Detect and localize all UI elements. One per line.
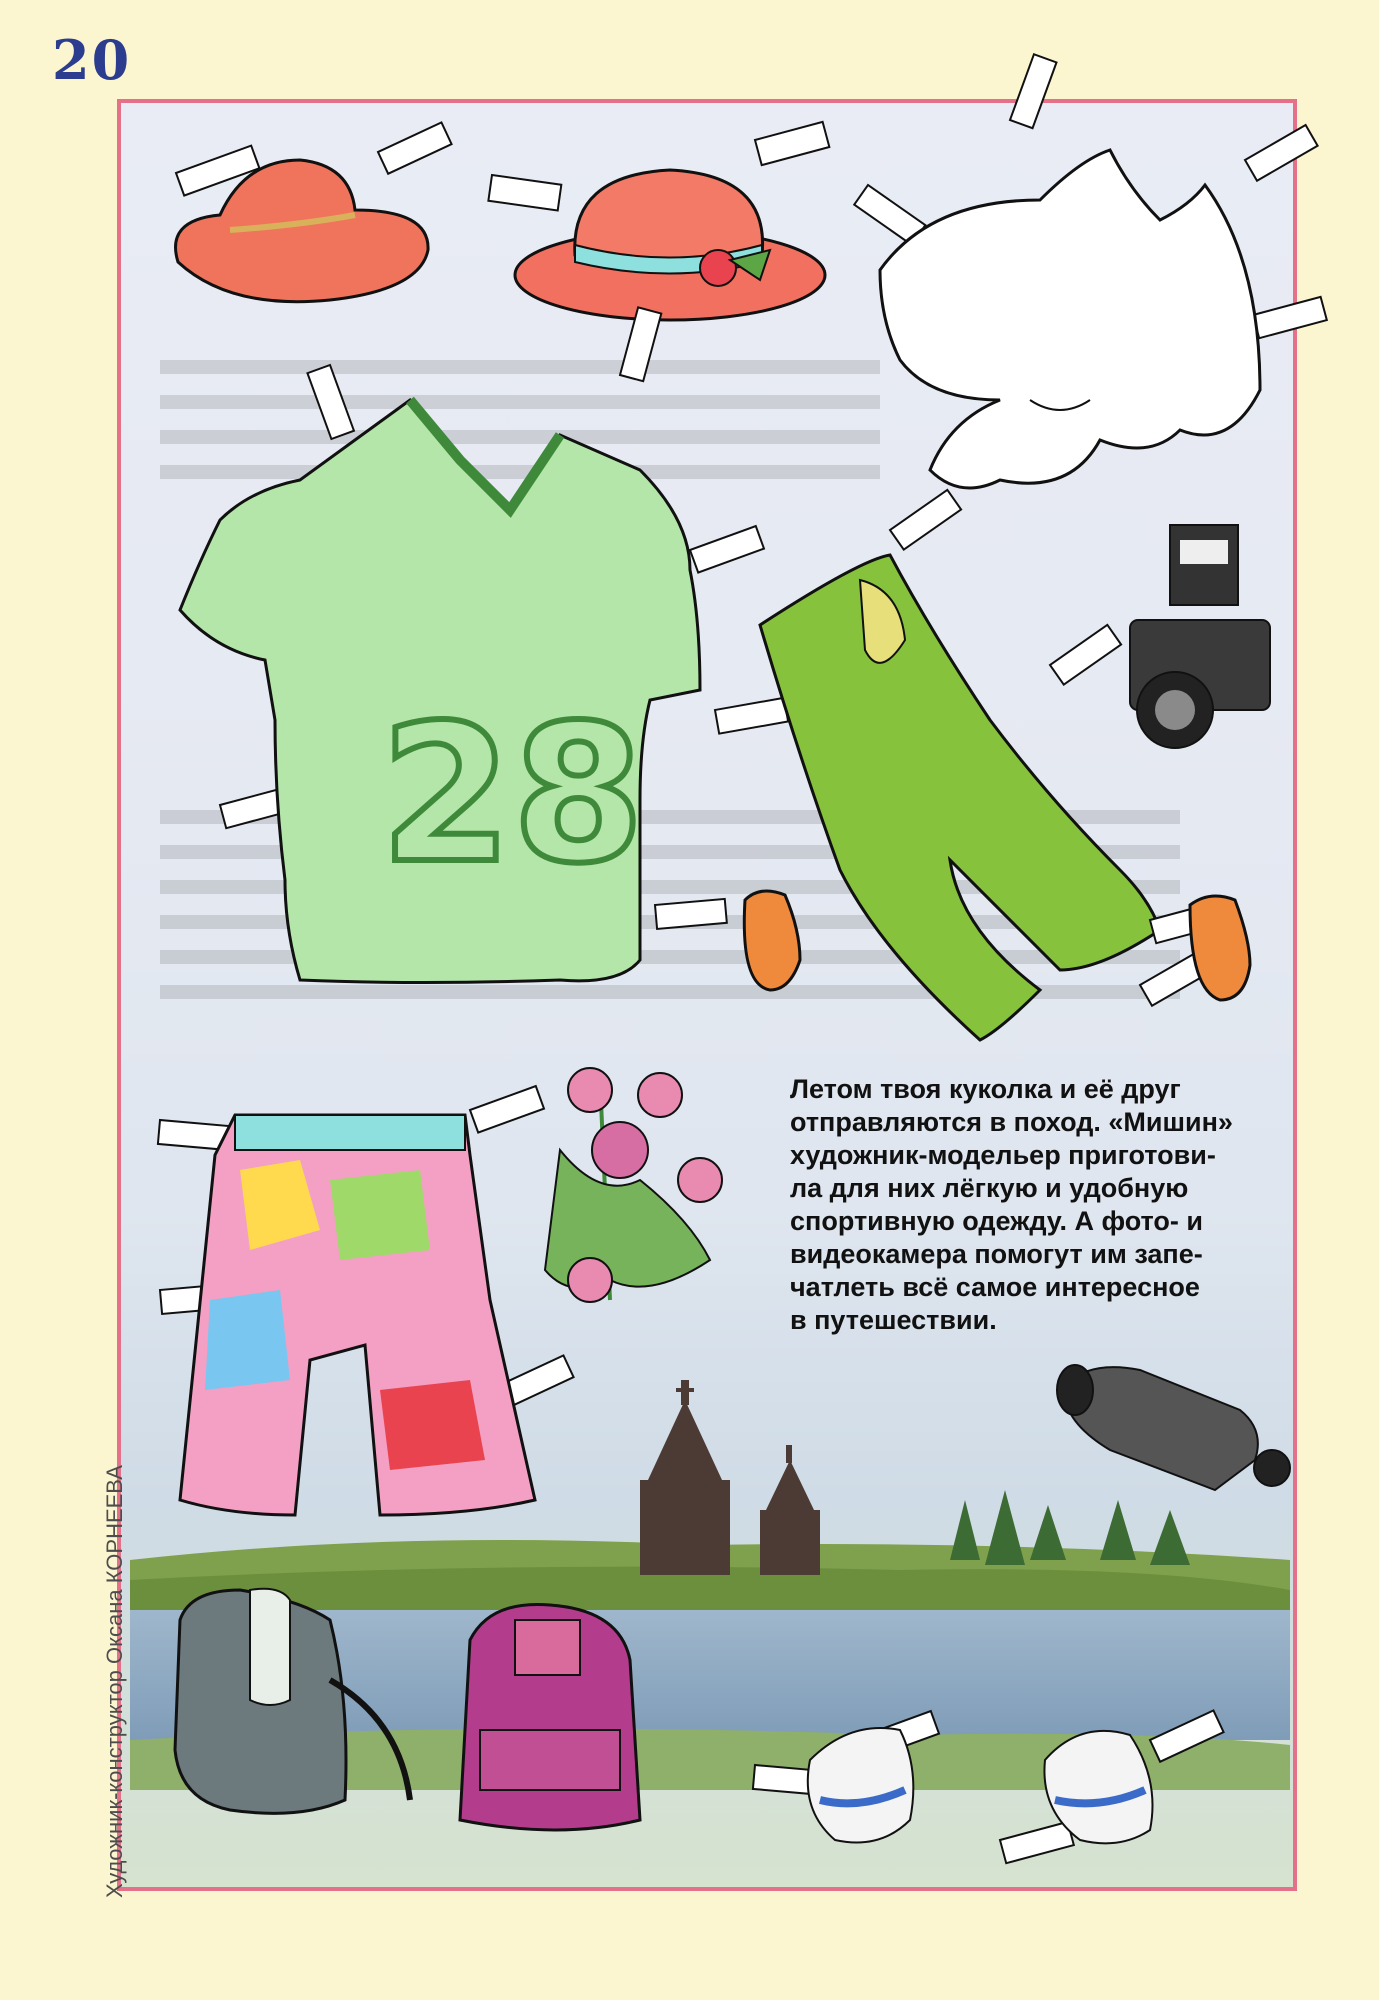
shirt-number: 28	[380, 684, 645, 905]
caption-line: ла для них лёгкую и удобную	[790, 1173, 1189, 1203]
sun-hat-icon	[488, 122, 829, 320]
caption-line: чатлеть всё самое интересное	[790, 1272, 1200, 1302]
caption-line: отправляются в поход. «Мишин»	[790, 1107, 1233, 1137]
caption-line: художник-модельер приготови-	[790, 1140, 1216, 1170]
cowboy-hat-icon	[176, 122, 452, 301]
video-camera-icon	[1057, 1365, 1290, 1490]
artist-credit: Художник-конструктор Оксана КОРНЕЕВА	[102, 1465, 127, 1898]
photo-camera-icon	[1130, 525, 1270, 748]
caption-line: Летом твоя куколка и её друг	[790, 1074, 1181, 1104]
colorful-shorts-icon	[158, 1086, 574, 1515]
flower-icon	[545, 1068, 722, 1302]
caption-text	[790, 1073, 1290, 1337]
caption-line: спортивную одежду. А фото- и	[790, 1206, 1203, 1236]
pink-backpack-icon	[460, 1604, 640, 1830]
white-blouse-icon	[854, 54, 1327, 488]
caption-line: видеокамера помогут им запе-	[790, 1239, 1203, 1269]
caption-line: в путешествии.	[790, 1305, 997, 1335]
page-number: 20	[52, 28, 132, 92]
